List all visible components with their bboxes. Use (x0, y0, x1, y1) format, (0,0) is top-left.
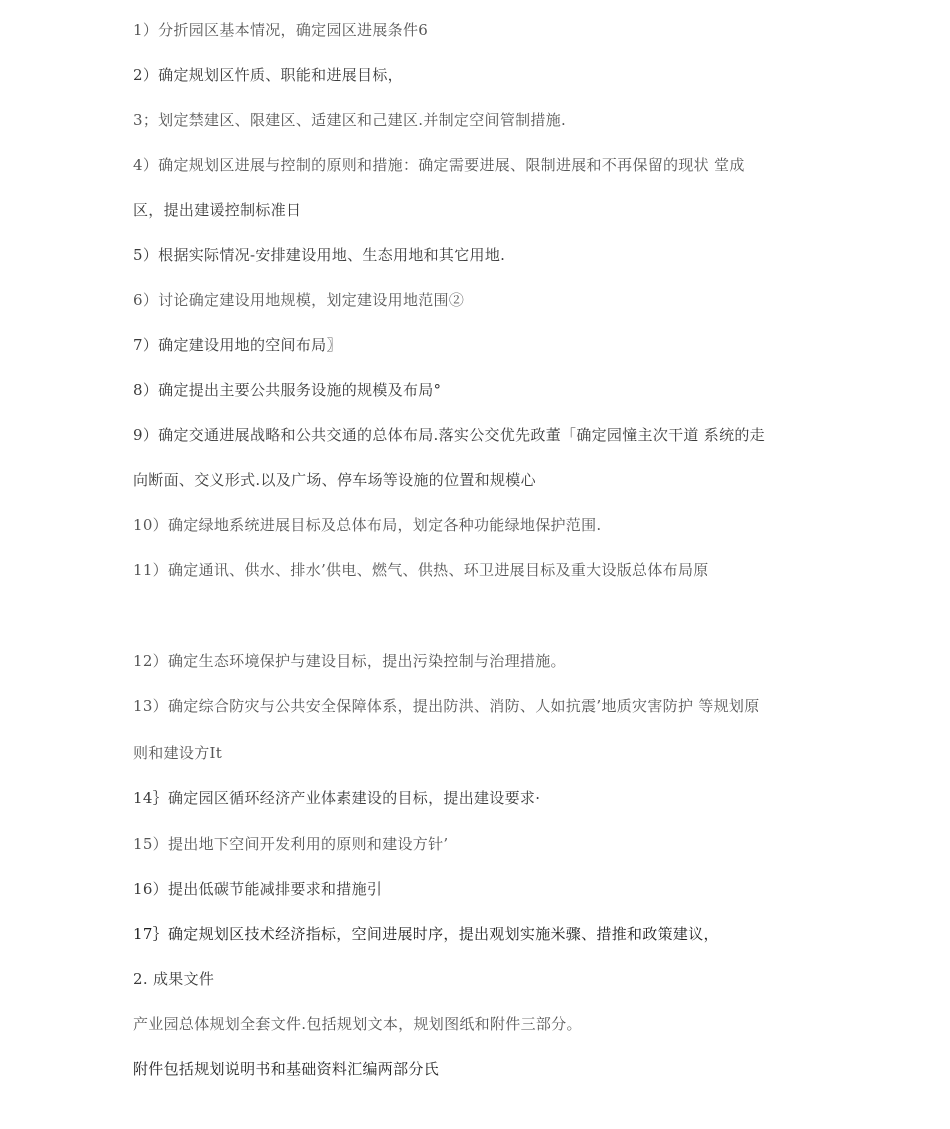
text-line-15: 13）确定综合防灾与公共安全保障体系，提出防洪、消防、人如抗震’地质灾害防护 等规划原 (133, 697, 760, 715)
text-line-4: 4）确定规划区进展与控制的原则和措施：确定需要进展、限制进展和不再保留的现状 堂成 (133, 156, 745, 174)
text-line-2: 2）确定规划区忤质、职能和进展目标， (133, 66, 403, 84)
text-line-14: 12）确定生态环境保护与建设目标，提出污染控制与治理措施。 (133, 652, 566, 670)
text-line-7: 6）讨论确定建设用地规模，划定建设用地范围② (133, 291, 465, 309)
text-line-9: 8）确定提出主要公共服务设施的规模及布局° (133, 381, 442, 399)
text-line-6: 5）根据实际情况-安排建设用地、生态用地和其它用地. (133, 246, 506, 264)
text-line-3: 3；划定禁建区、限建区、适建区和己建区.并制定空间管制措施. (133, 111, 567, 129)
section-heading: 2. 成果文件 (133, 970, 215, 988)
text-line-18: 15）提出地下空间开发利用的原则和建设方针’ (133, 835, 449, 853)
text-line-5: 区，提出建谖控制标准日 (133, 201, 302, 219)
text-line-16: 则和建设方It (133, 744, 223, 762)
text-line-19: 16）提出低碳节能减排要求和措施引 (133, 880, 383, 898)
text-line-1: 1）分折园区基本情况，确定园区进展条件6 (133, 21, 429, 39)
text-line-20: 17｝确定规划区技术经济指标，空间进展时序，提出观划实施米骤、措推和政策建议， (133, 925, 719, 943)
text-line-13: 11）确定通讯、供水、排水’供电、燃气、供热、环卫进展目标及重大设版总体布局原 (133, 561, 709, 579)
text-line-12: 10）确定绿地系统进展目标及总体布局，划定各种功能绿地保护范围. (133, 516, 602, 534)
text-line-22: 产业园总体规划全套文件.包括规划文本，规划图纸和附件三部分。 (133, 1015, 582, 1033)
text-line-8: 7）确定建设用地的空间布局〗 (133, 336, 342, 354)
text-line-10: 9）确定交通进展战略和公共交通的总体布局.落实公交优先政董「确定园憧主次干道 系统的走 (133, 426, 765, 444)
text-line-11: 向断面、交义形式.以及广场、停车场等设施的位置和规模心 (133, 471, 536, 489)
text-line-17: 14｝确定园区循环经济产业体素建设的目标，提出建设要求· (133, 789, 541, 807)
text-line-23: 附件包括规划说明书和基础资料汇编两部分氏 (133, 1060, 440, 1078)
